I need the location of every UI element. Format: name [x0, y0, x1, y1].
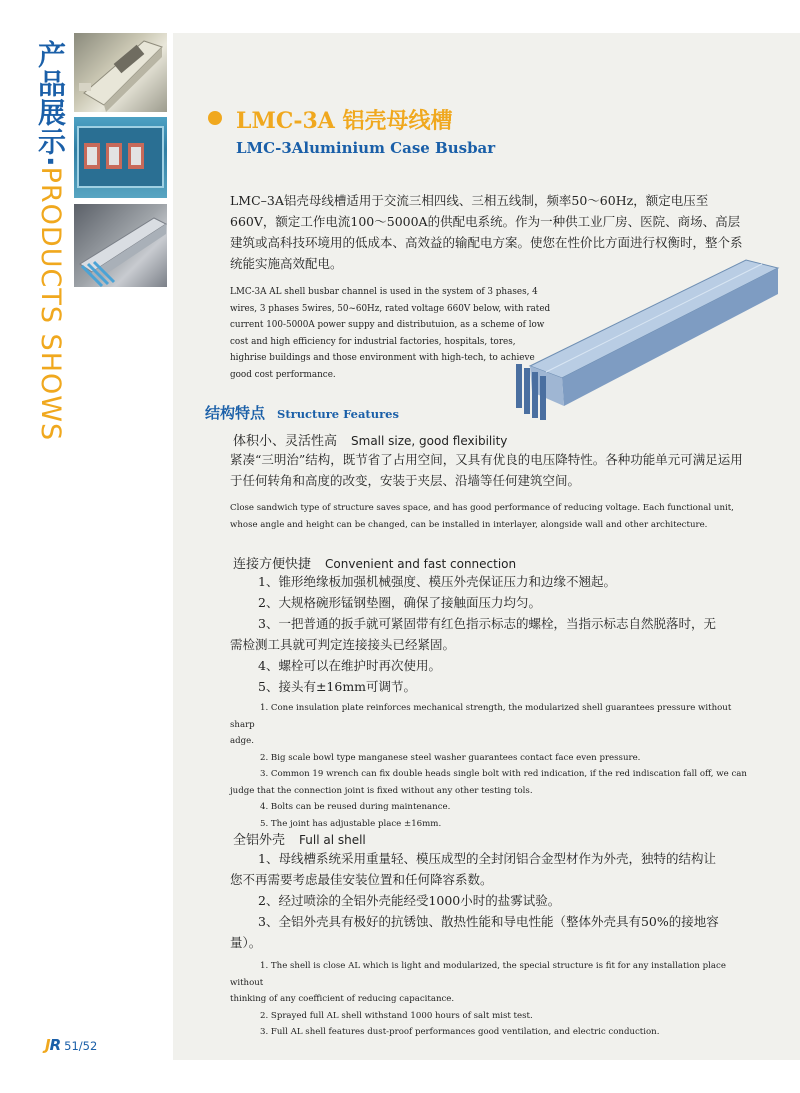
- feature3-heading-cn: 全铝外壳: [233, 833, 286, 848]
- feature1-text-cn: 紧凑“三明治”结构，既节省了占用空间，又具有优良的电压降特性。各种功能单元可满足运用于任何转角和高度的改变，安装于夹层、沿墙等任何建筑空间。: [230, 452, 743, 488]
- list-item: 5. The joint has adjustable place ±16mm.: [260, 818, 442, 829]
- logo-letter-r: R: [49, 1036, 61, 1054]
- feature3-list-en: [230, 958, 752, 1041]
- list-item: 1. The shell is close AL which is light and modularized, the special structure is fit for any installation place without: [230, 961, 726, 988]
- list-item: 1、母线槽系统采用重量轻、模压成型的全封闭铝合金型材作为外壳，独特的结构让: [258, 851, 716, 866]
- feature1-heading-cn: 体积小、灵活性高: [233, 434, 338, 449]
- feature2-list-en: [230, 700, 752, 832]
- list-item: 需检测工具就可判定连接接头已经紧固。: [230, 637, 456, 652]
- sidebar-title-cn: 产品展示: [34, 40, 67, 156]
- feature1-heading: [233, 430, 507, 449]
- page-subtitle: LMC-3Aluminium Case Busbar: [236, 139, 496, 157]
- feature2-heading-cn: 连接方便快捷: [233, 557, 312, 572]
- list-item: thinking of any coefficient of reducing capacitance.: [230, 994, 455, 1004]
- feature3-heading: [233, 829, 366, 848]
- footer: [45, 1035, 97, 1054]
- intro-paragraph-en: LMC-3A AL shell busbar channel is used in the system of 3 phases, 4 wires, 3 phases 5wires, 50~60Hz, rated voltage 660V below, with rated current 100-5000A power suppy and distributuion, as a scheme of low cost and high efficiency for industrial factories, hospitals, tores, highrise buildings and those environment with high-tech, to achieve good cost performance.: [230, 287, 551, 380]
- list-item: 5、接头有±16mm可调节。: [258, 679, 417, 694]
- list-item: 4. Bolts can be reused during maintenance.: [260, 802, 451, 812]
- logo-letter-j: J: [45, 1036, 50, 1054]
- busbar-product-image: [516, 254, 782, 420]
- list-item: 3. Common 19 wrench can fix double heads single bolt with red indication, if the red indiscation fall off, we can: [260, 769, 747, 779]
- sidebar-title-dot: ·: [34, 156, 67, 167]
- feature2-heading-en: Convenient and fast connection: [325, 557, 517, 571]
- feature3-list-cn: [230, 848, 752, 953]
- list-item: 1、锥形绝缘板加强机械强度、模压外壳保证压力和边缘不翘起。: [258, 574, 616, 589]
- page-title: LMC-3A 铝壳母线槽: [236, 108, 453, 134]
- product-thumbnail-3: [74, 204, 167, 287]
- product-thumbnail-2: [74, 117, 167, 198]
- sidebar-title: [30, 40, 70, 441]
- list-item: 2. Sprayed full AL shell withstand 1000 hours of salt mist test.: [260, 1010, 533, 1021]
- list-item: 2、大规格碗形锰钢垫圈，确保了接触面压力均匀。: [258, 595, 541, 610]
- list-item: 2. Big scale bowl type manganese steel washer guarantees contact face even pressure.: [260, 752, 641, 763]
- list-item: 3. Full AL shell features dust-proof performances good ventilation, and electric conduction.: [260, 1027, 660, 1037]
- list-item: 4、螺栓可以在维护时再次使用。: [258, 658, 441, 673]
- list-item: 您不再需要考虑最佳安装位置和任何降容系数。: [230, 872, 493, 887]
- structure-features-en: Structure Features: [277, 407, 399, 421]
- sidebar-title-en: PRODUCTS SHOWS: [35, 166, 66, 442]
- product-thumbnail-1: [74, 33, 167, 112]
- feature2-list-cn: [230, 571, 752, 697]
- title-bullet-icon: [208, 111, 222, 125]
- feature1-text-en: Close sandwich type of structure saves space, and has good performance of reducing voltage. Each functional unit, whose angle and height can be changed, can be installed in interlayer, alongside wall and other architecture.: [230, 503, 734, 530]
- intro-paragraph-cn: LMC–3A铝壳母线槽适用于交流三相四线、三相五线制，频率50～60Hz，额定电压至660V，额定工作电流100～5000A的供配电系统。作为一种供工业厂房、医院、商场、高层建筑或高科技环境用的低成本、高效益的输配电方案。使您在性价比方面进行权衡时，整个系统能实施高效配电。: [230, 193, 743, 271]
- list-item: 1. Cone insulation plate reinforces mechanical strength, the modularized shell guarantees pressure without sharp: [230, 703, 732, 730]
- page-number: 51/52: [64, 1039, 98, 1053]
- structure-features-cn: 结构特点: [205, 404, 266, 422]
- structure-features-heading: [205, 402, 399, 423]
- list-item: 3、全铝外壳具有极好的抗锈蚀、散热性能和导电性能（整体外壳具有50%的接地容: [258, 914, 719, 929]
- list-item: judge that the connection joint is fixed without any other testing tols.: [230, 785, 533, 796]
- feature1-heading-en: Small size, good flexibility: [351, 434, 508, 448]
- feature2-heading: [233, 553, 516, 572]
- list-item: 3、一把普通的扳手就可紧固带有红色指示标志的螺栓，当指示标志自然脱落时，无: [258, 616, 716, 631]
- company-logo: [45, 1036, 60, 1054]
- feature3-heading-en: Full al shell: [299, 833, 366, 847]
- list-item: 2、经过喷涂的全铝外壳能经受1000小时的盐雾试验。: [258, 893, 561, 908]
- list-item: adge.: [230, 736, 254, 746]
- list-item: 量）。: [230, 935, 262, 950]
